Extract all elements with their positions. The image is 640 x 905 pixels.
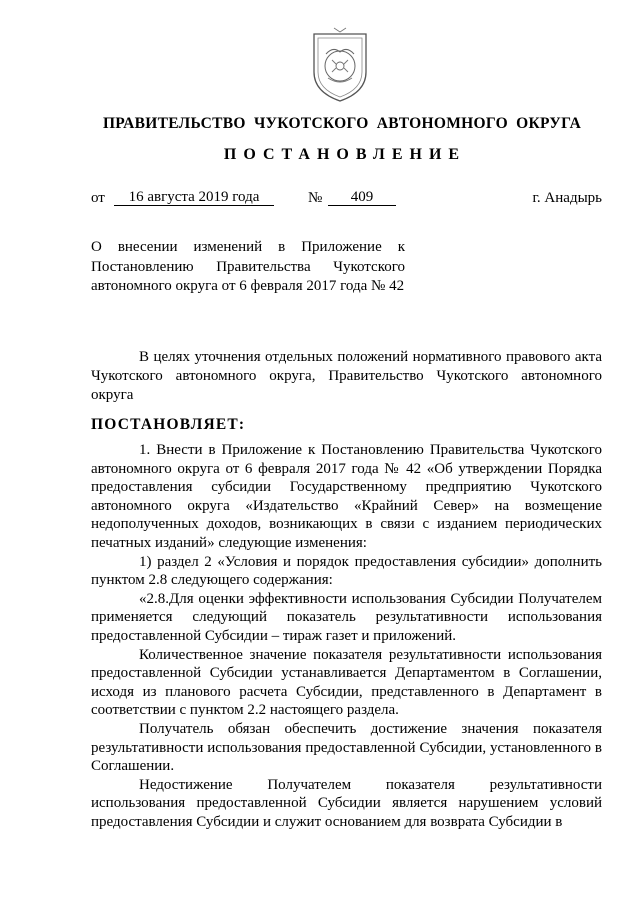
- number-sign: №: [308, 190, 323, 206]
- body-paragraph: Недостижение Получателем показателя результативности использования предоставленной Субсидии является нарушением условий предоставления Субсидии и служит основанием для возврата Субсидии в: [91, 776, 602, 830]
- body-paragraph: Количественное значение показателя результативности использования предоставленной Субсидии устанавливается Департаментом в Соглашении, исходя из планового расчета Субсидии, представленного в Департамент в соответствии с пунктом 2.2 настоящего раздела.: [91, 646, 602, 719]
- document-date: 16 августа 2019 года: [114, 190, 274, 206]
- document-subject: О внесении изменений в Приложение к Постановлению Правительства Чукотского автономного округа от 6 февраля 2017 года № 42: [91, 239, 405, 294]
- body-paragraph: 1) раздел 2 «Условия и порядок предоставления субсидии» дополнить пунктом 2.8 следующего содержания:: [91, 553, 602, 589]
- body-paragraph: «2.8.Для оценки эффективности использования Субсидии Получателем применяется следующий показатель результативности использования предоставленной Субсидии – тираж газет и приложений.: [91, 590, 602, 644]
- body-paragraph: 1. Внести в Приложение к Постановлению Правительства Чукотского автономного округа от 6 февраля 2017 года № 42 «Об утверждении Порядка предоставления субсидии Государственному предприятию Чукотского автономного округа «Издательство «Крайний Север» на возмещение недополученных доходов, возникающих в связи с изданием периодических печатных изданий» следующие изменения:: [91, 442, 602, 551]
- government-title: ПРАВИТЕЛЬСТВО ЧУКОТСКОГО АВТОНОМНОГО ОКРУГА: [102, 115, 582, 132]
- resolve-heading: ПОСТАНОВЛЯЕТ:: [91, 416, 246, 433]
- document-type: ПОСТАНОВЛЕНИЕ: [223, 146, 467, 163]
- document-body: [91, 441, 602, 831]
- date-prefix: от: [91, 190, 105, 206]
- preamble-paragraph: В целях уточнения отдельных положений нормативного правового акта Чукотского автономного округа, Правительство Чукотского автономного округа: [91, 349, 602, 403]
- document-city: г. Анадырь: [532, 190, 602, 206]
- document-number: 409: [328, 190, 396, 206]
- body-paragraph: Получатель обязан обеспечить достижение значения показателя результативности использования предоставленной Субсидии, установленного в Соглашении.: [91, 720, 602, 775]
- coat-of-arms-icon: [306, 26, 374, 104]
